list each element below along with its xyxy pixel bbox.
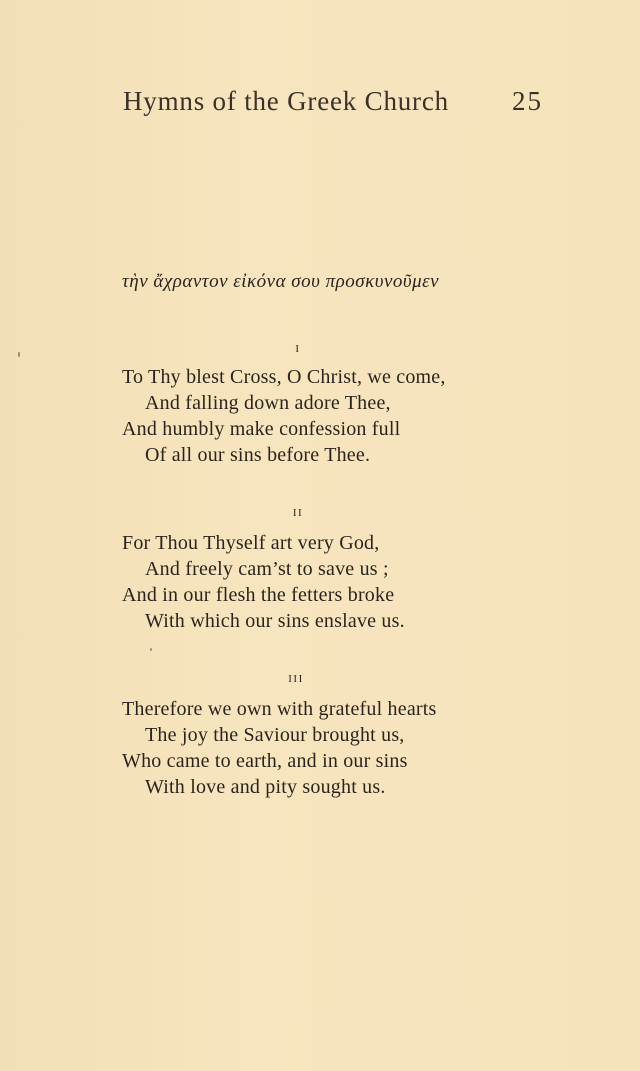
page-number: 25 bbox=[512, 86, 543, 116]
poem-line: And in our flesh the fetters broke bbox=[122, 584, 395, 606]
poem-line: For Thou Thyself art very God, bbox=[122, 532, 380, 554]
poem-line: To Thy blest Cross, O Christ, we come, bbox=[122, 366, 446, 388]
greek-title: τὴν ἄχραντον εἰκόνα σου προσκυνοῦμεν bbox=[122, 271, 440, 292]
poem-line: With which our sins enslave us. bbox=[145, 610, 405, 632]
poem-line: The joy the Saviour brought us, bbox=[145, 724, 405, 746]
poem-line: Of all our sins before Thee. bbox=[145, 444, 371, 466]
running-title: Hymns of the Greek Church bbox=[123, 86, 449, 116]
paper-speck bbox=[150, 648, 152, 651]
stanza-numeral: II bbox=[292, 507, 304, 519]
poem-line: Therefore we own with grateful hearts bbox=[122, 698, 437, 720]
poem-line: And humbly make confession full bbox=[122, 418, 401, 440]
paper-speck bbox=[18, 352, 20, 357]
poem-line: And falling down adore Thee, bbox=[145, 392, 391, 414]
stanza-numeral: III bbox=[288, 673, 304, 685]
poem-line: And freely cam’st to save us ; bbox=[145, 558, 389, 580]
poem-line: Who came to earth, and in our sins bbox=[122, 750, 408, 772]
poem-line: With love and pity sought us. bbox=[145, 776, 386, 798]
stanza-numeral: I bbox=[295, 343, 301, 355]
